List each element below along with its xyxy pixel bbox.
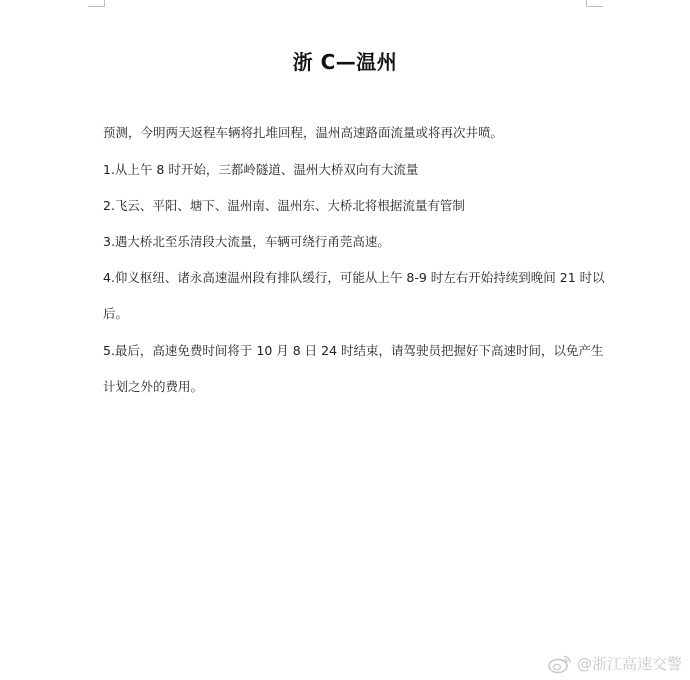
watermark-text: @浙江高速交警 — [576, 655, 682, 673]
page-corner-mark-right — [586, 0, 603, 7]
paragraph-item-2: 2.飞云、平阳、塘下、温州南、温州东、大桥北将根据流量有管制 — [103, 198, 465, 213]
watermark — [547, 653, 682, 674]
paragraph-item-1: 1.从上午 8 时开始，三都岭隧道、温州大桥双向有大流量 — [103, 162, 419, 177]
paragraph-item-3: 3.遇大桥北至乐清段大流量，车辆可绕行甬莞高速。 — [103, 234, 390, 249]
paragraph-item-5-cont: 计划之外的费用。 — [103, 379, 204, 394]
paragraph-item-4: 4.仰义枢纽、诸永高速温州段有排队缓行，可能从上午 8-9 时左右开始持续到晚间 21 时以 — [103, 270, 605, 285]
paragraph-intro: 预测，今明两天返程车辆将扎堆回程，温州高速路面流量或将再次井喷。 — [103, 125, 504, 140]
paragraph-item-5: 5.最后，高速免费时间将于 10 月 8 日 24 时结束，请驾驶员把握好下高速时间，以免产生 — [103, 343, 604, 358]
document-title: 浙 C—温州 — [292, 50, 398, 74]
paragraph-item-4-cont: 后。 — [103, 306, 129, 321]
weibo-icon — [547, 654, 573, 674]
page-corner-mark-left — [88, 0, 105, 7]
